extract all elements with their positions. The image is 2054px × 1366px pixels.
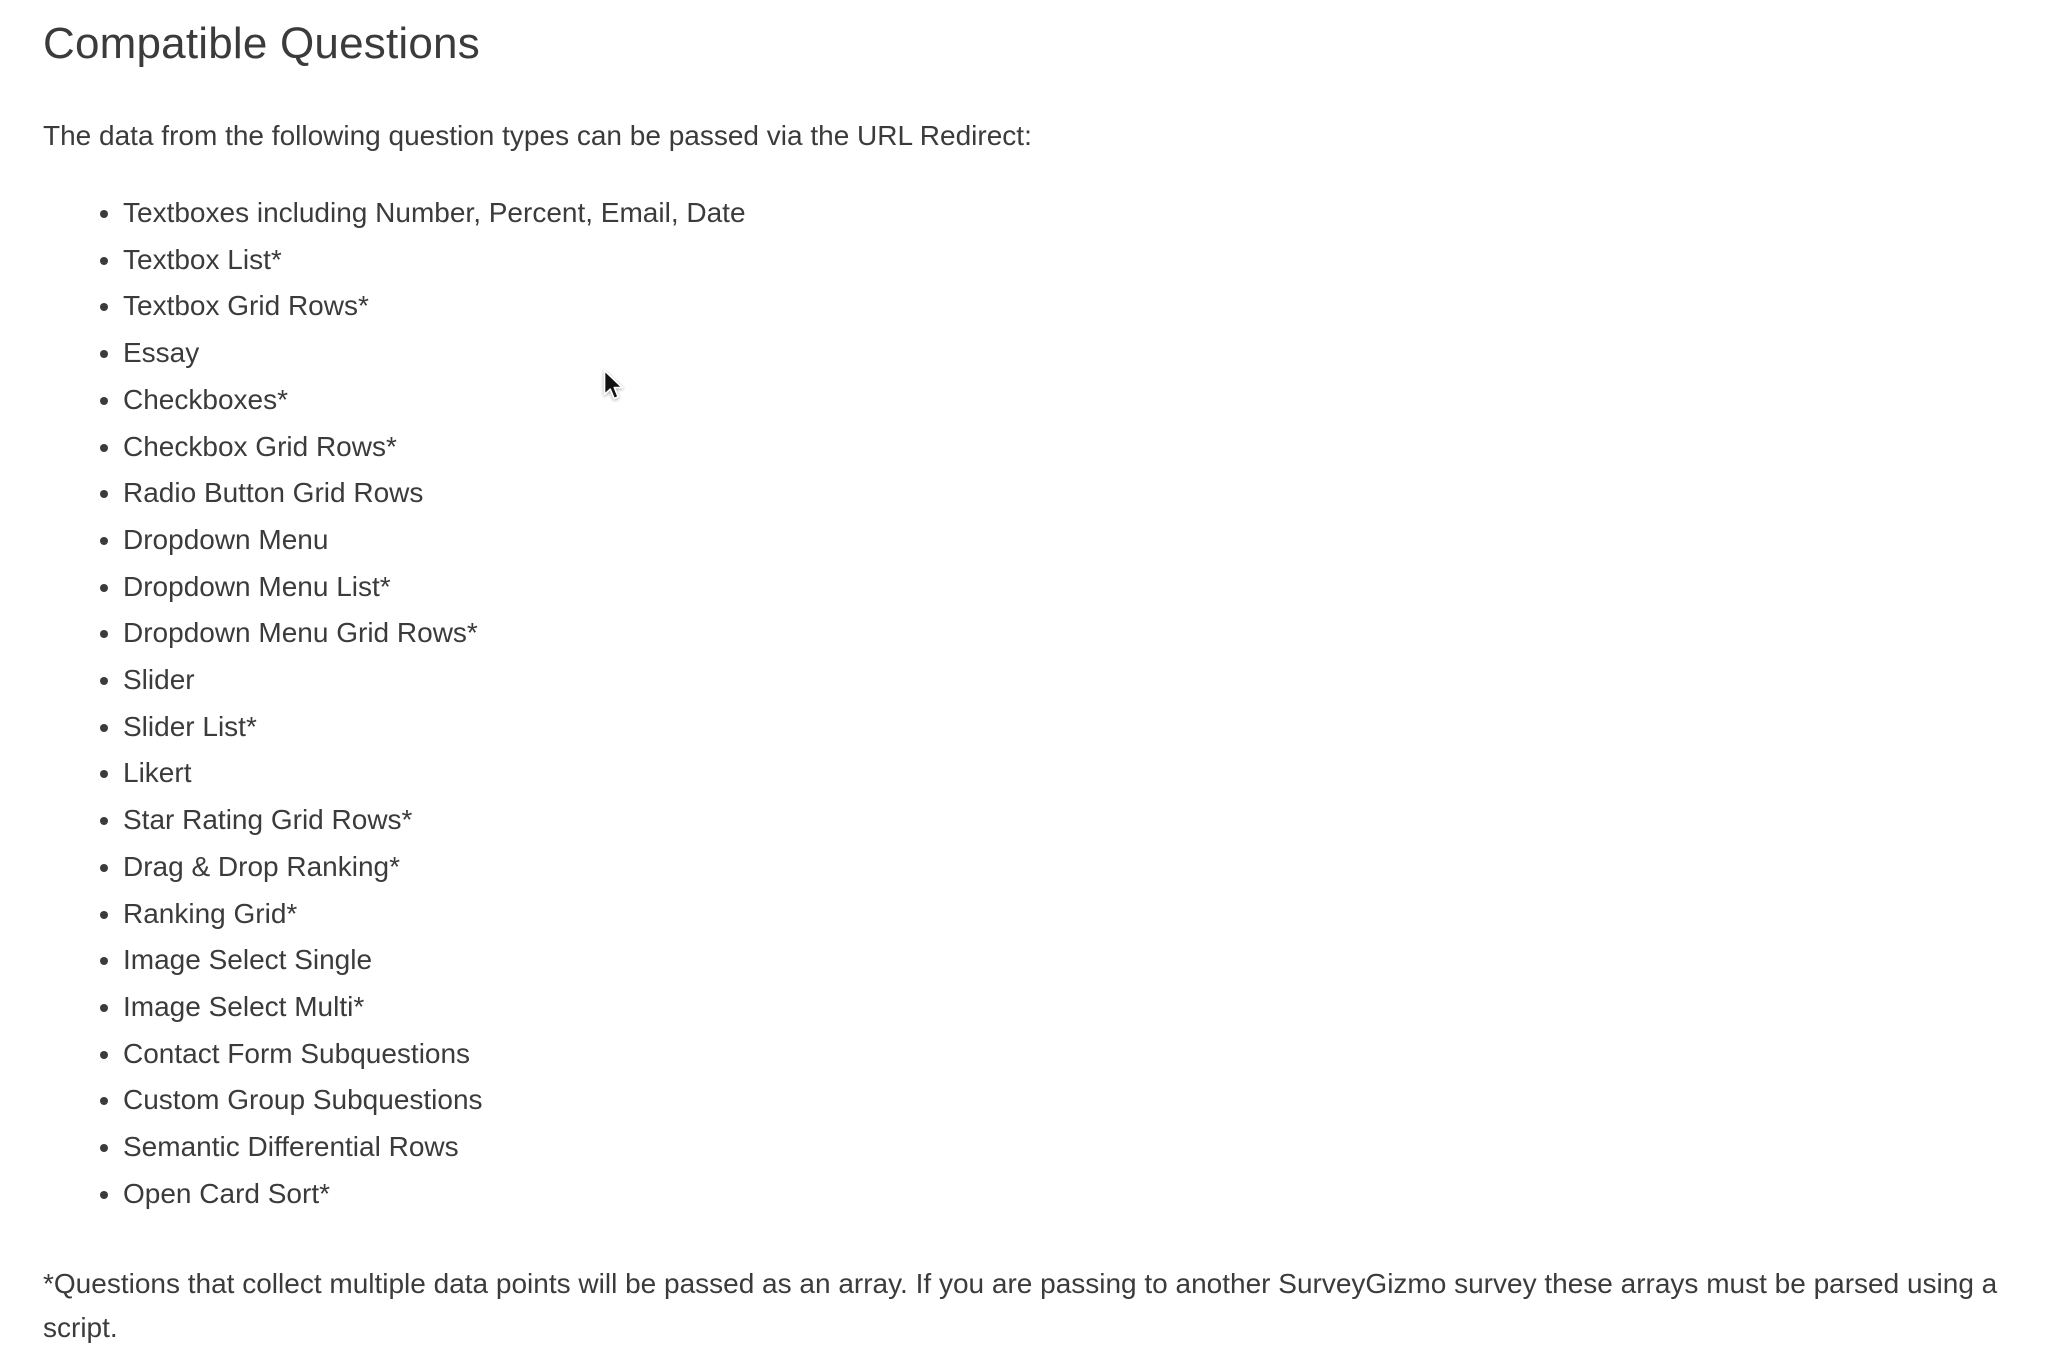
question-type-item: • Slider — [123, 657, 2030, 704]
question-type-item: • Dropdown Menu List* — [123, 564, 2030, 611]
question-type-item: • Essay — [123, 330, 2030, 377]
question-type-list — [43, 190, 2030, 1217]
question-type-item: • Image Select Single — [123, 937, 2030, 984]
footnote-paragraph: *Questions that collect multiple data points will be passed as an array. If you are passing to another SurveyGizmo survey these arrays must be parsed using a script. — [43, 1268, 1998, 1344]
question-type-item: • Slider List* — [123, 704, 2030, 751]
question-type-item: • Radio Button Grid Rows — [123, 470, 2030, 517]
question-type-item: • Textboxes including Number, Percent, Email, Date — [123, 190, 2030, 237]
question-type-item: • Textbox Grid Rows* — [123, 283, 2030, 330]
question-type-item: • Ranking Grid* — [123, 891, 2030, 938]
intro-paragraph: The data from the following question types can be passed via the URL Redirect: — [43, 120, 1032, 151]
question-type-item: • Semantic Differential Rows — [123, 1124, 2030, 1171]
question-type-item: • Dropdown Menu Grid Rows* — [123, 610, 2030, 657]
question-type-item: • Custom Group Subquestions — [123, 1077, 2030, 1124]
question-type-item: • Open Card Sort* — [123, 1171, 2030, 1218]
question-type-item: • Contact Form Subquestions — [123, 1031, 2030, 1078]
question-type-item: • Likert — [123, 750, 2030, 797]
question-type-item: • Textbox List* — [123, 237, 2030, 284]
question-type-item: • Drag & Drop Ranking* — [123, 844, 2030, 891]
question-type-item: • Checkbox Grid Rows* — [123, 424, 2030, 471]
question-type-item: • Image Select Multi* — [123, 984, 2030, 1031]
question-type-item: • Dropdown Menu — [123, 517, 2030, 564]
question-type-item: • Checkboxes* — [123, 377, 2030, 424]
page-title: Compatible Questions — [43, 19, 480, 68]
question-type-item: • Star Rating Grid Rows* — [123, 797, 2030, 844]
